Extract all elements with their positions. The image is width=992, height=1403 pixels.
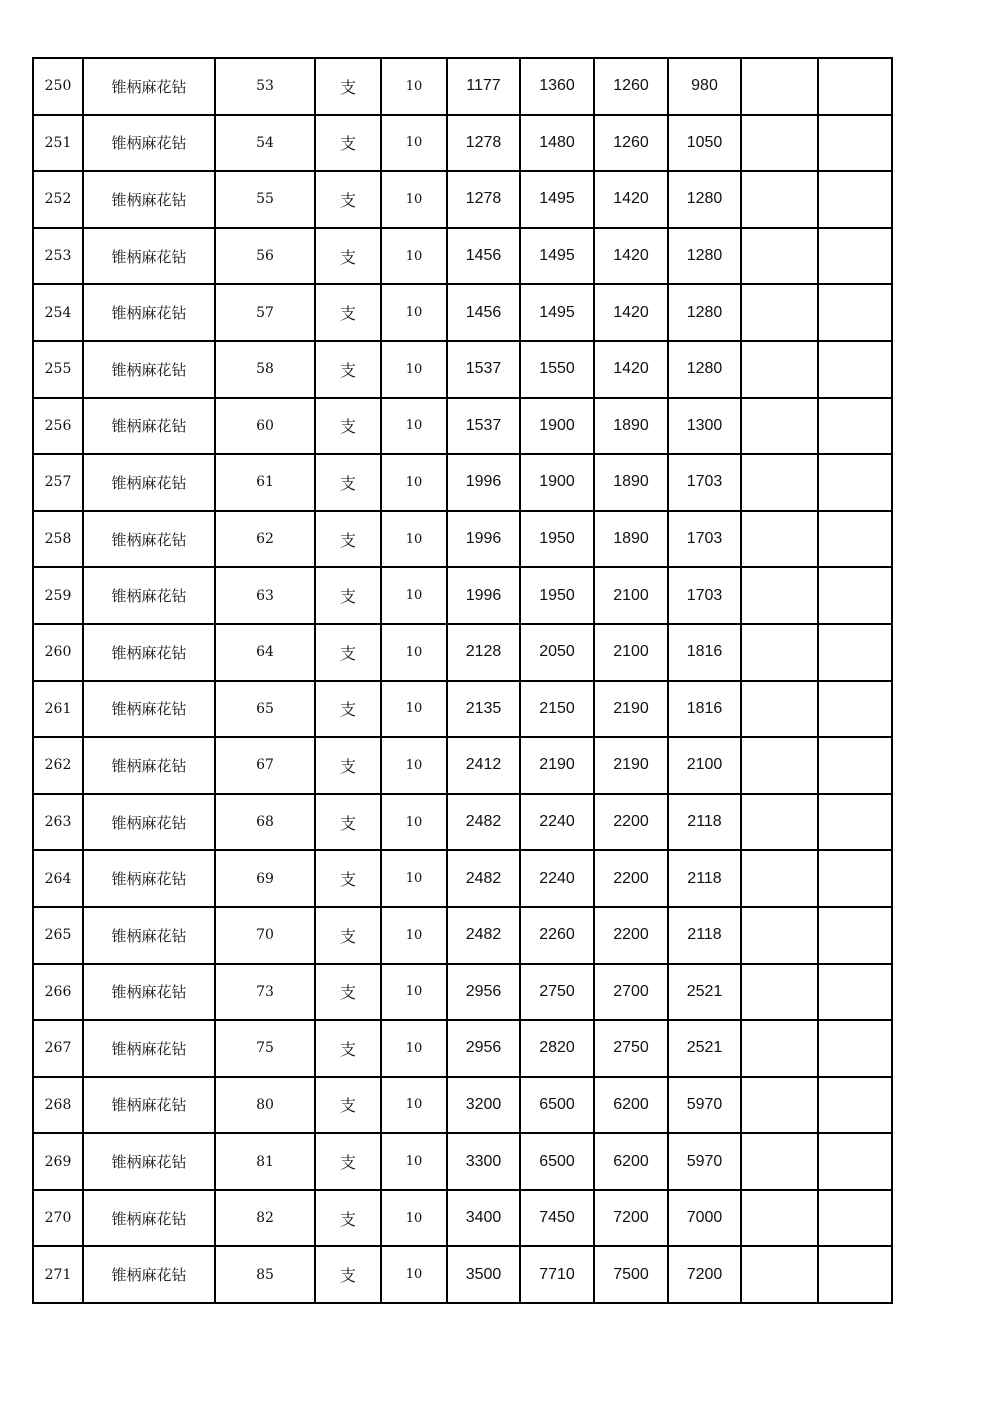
price-1-cell: 1537 <box>447 398 520 455</box>
price-3-cell: 6200 <box>594 1077 668 1134</box>
price-3-cell: 1420 <box>594 284 668 341</box>
quantity-cell: 10 <box>381 624 447 681</box>
quantity-cell: 10 <box>381 228 447 285</box>
table-row <box>33 228 892 285</box>
unit-cell: 支 <box>315 737 381 794</box>
blank-cell-1 <box>741 1020 818 1077</box>
price-1-cell: 2128 <box>447 624 520 681</box>
price-4-cell: 1703 <box>668 511 741 568</box>
price-3-cell: 6200 <box>594 1133 668 1190</box>
price-1-cell: 1177 <box>447 58 520 115</box>
price-2-cell: 1950 <box>520 511 594 568</box>
row-number-cell: 269 <box>33 1133 83 1190</box>
unit-cell: 支 <box>315 624 381 681</box>
row-number-cell: 257 <box>33 454 83 511</box>
quantity-cell: 10 <box>381 964 447 1021</box>
price-3-cell: 2100 <box>594 624 668 681</box>
blank-cell-2 <box>818 398 892 455</box>
price-1-cell: 3300 <box>447 1133 520 1190</box>
quantity-cell: 10 <box>381 794 447 851</box>
table-row <box>33 794 892 851</box>
spec-cell: 63 <box>215 567 315 624</box>
product-name-cell: 锥柄麻花钻 <box>83 115 215 172</box>
blank-cell-1 <box>741 511 818 568</box>
table-row <box>33 1246 892 1303</box>
table-row <box>33 624 892 681</box>
price-4-cell: 2100 <box>668 737 741 794</box>
price-1-cell: 2482 <box>447 794 520 851</box>
unit-cell: 支 <box>315 1077 381 1134</box>
price-3-cell: 1420 <box>594 228 668 285</box>
blank-cell-1 <box>741 228 818 285</box>
price-2-cell: 1360 <box>520 58 594 115</box>
unit-cell: 支 <box>315 1020 381 1077</box>
blank-cell-2 <box>818 850 892 907</box>
blank-cell-2 <box>818 58 892 115</box>
quantity-cell: 10 <box>381 681 447 738</box>
spec-cell: 53 <box>215 58 315 115</box>
quantity-cell: 10 <box>381 737 447 794</box>
quantity-cell: 10 <box>381 1133 447 1190</box>
row-number-cell: 271 <box>33 1246 83 1303</box>
blank-cell-2 <box>818 115 892 172</box>
price-2-cell: 6500 <box>520 1077 594 1134</box>
price-4-cell: 1816 <box>668 624 741 681</box>
unit-cell: 支 <box>315 794 381 851</box>
product-name-cell: 锥柄麻花钻 <box>83 171 215 228</box>
quantity-cell: 10 <box>381 58 447 115</box>
blank-cell-2 <box>818 171 892 228</box>
product-name-cell: 锥柄麻花钻 <box>83 1020 215 1077</box>
unit-cell: 支 <box>315 850 381 907</box>
blank-cell-2 <box>818 1246 892 1303</box>
blank-cell-1 <box>741 624 818 681</box>
price-1-cell: 3400 <box>447 1190 520 1247</box>
price-3-cell: 2200 <box>594 794 668 851</box>
price-3-cell: 2190 <box>594 681 668 738</box>
price-2-cell: 7450 <box>520 1190 594 1247</box>
table-row <box>33 284 892 341</box>
row-number-cell: 265 <box>33 907 83 964</box>
price-2-cell: 2240 <box>520 850 594 907</box>
blank-cell-1 <box>741 794 818 851</box>
price-4-cell: 2521 <box>668 1020 741 1077</box>
price-1-cell: 1996 <box>447 567 520 624</box>
price-3-cell: 1260 <box>594 58 668 115</box>
price-2-cell: 1480 <box>520 115 594 172</box>
table-row <box>33 907 892 964</box>
spec-cell: 67 <box>215 737 315 794</box>
spec-cell: 58 <box>215 341 315 398</box>
row-number-cell: 255 <box>33 341 83 398</box>
price-4-cell: 1703 <box>668 454 741 511</box>
blank-cell-2 <box>818 1190 892 1247</box>
quantity-cell: 10 <box>381 171 447 228</box>
price-4-cell: 1280 <box>668 228 741 285</box>
price-4-cell: 5970 <box>668 1077 741 1134</box>
table-row <box>33 964 892 1021</box>
row-number-cell: 270 <box>33 1190 83 1247</box>
product-name-cell: 锥柄麻花钻 <box>83 454 215 511</box>
unit-cell: 支 <box>315 398 381 455</box>
price-2-cell: 1495 <box>520 284 594 341</box>
price-1-cell: 1456 <box>447 284 520 341</box>
table-row <box>33 398 892 455</box>
price-4-cell: 980 <box>668 58 741 115</box>
product-name-cell: 锥柄麻花钻 <box>83 58 215 115</box>
blank-cell-1 <box>741 964 818 1021</box>
blank-cell-2 <box>818 1020 892 1077</box>
table-row <box>33 454 892 511</box>
quantity-cell: 10 <box>381 850 447 907</box>
unit-cell: 支 <box>315 907 381 964</box>
product-name-cell: 锥柄麻花钻 <box>83 228 215 285</box>
price-1-cell: 2412 <box>447 737 520 794</box>
table-body <box>33 58 892 1303</box>
price-1-cell: 2956 <box>447 964 520 1021</box>
price-2-cell: 2820 <box>520 1020 594 1077</box>
price-4-cell: 1280 <box>668 284 741 341</box>
row-number-cell: 259 <box>33 567 83 624</box>
row-number-cell: 260 <box>33 624 83 681</box>
price-3-cell: 7500 <box>594 1246 668 1303</box>
row-number-cell: 258 <box>33 511 83 568</box>
price-4-cell: 7000 <box>668 1190 741 1247</box>
price-4-cell: 2118 <box>668 907 741 964</box>
product-name-cell: 锥柄麻花钻 <box>83 1190 215 1247</box>
quantity-cell: 10 <box>381 1246 447 1303</box>
table-row <box>33 737 892 794</box>
quantity-cell: 10 <box>381 284 447 341</box>
row-number-cell: 254 <box>33 284 83 341</box>
quantity-cell: 10 <box>381 567 447 624</box>
product-name-cell: 锥柄麻花钻 <box>83 511 215 568</box>
price-3-cell: 2200 <box>594 907 668 964</box>
blank-cell-1 <box>741 454 818 511</box>
blank-cell-2 <box>818 964 892 1021</box>
price-2-cell: 7710 <box>520 1246 594 1303</box>
row-number-cell: 251 <box>33 115 83 172</box>
blank-cell-1 <box>741 907 818 964</box>
spec-cell: 61 <box>215 454 315 511</box>
spec-cell: 64 <box>215 624 315 681</box>
row-number-cell: 253 <box>33 228 83 285</box>
price-3-cell: 1420 <box>594 171 668 228</box>
quantity-cell: 10 <box>381 1190 447 1247</box>
product-name-cell: 锥柄麻花钻 <box>83 794 215 851</box>
table-row <box>33 341 892 398</box>
unit-cell: 支 <box>315 115 381 172</box>
price-1-cell: 1537 <box>447 341 520 398</box>
table-row <box>33 681 892 738</box>
price-4-cell: 7200 <box>668 1246 741 1303</box>
price-2-cell: 1900 <box>520 454 594 511</box>
price-2-cell: 6500 <box>520 1133 594 1190</box>
product-name-cell: 锥柄麻花钻 <box>83 907 215 964</box>
spec-cell: 55 <box>215 171 315 228</box>
price-1-cell: 1456 <box>447 228 520 285</box>
price-4-cell: 1816 <box>668 681 741 738</box>
blank-cell-1 <box>741 681 818 738</box>
quantity-cell: 10 <box>381 341 447 398</box>
price-3-cell: 1890 <box>594 511 668 568</box>
price-4-cell: 2118 <box>668 794 741 851</box>
price-1-cell: 2482 <box>447 850 520 907</box>
price-1-cell: 3200 <box>447 1077 520 1134</box>
price-1-cell: 1278 <box>447 171 520 228</box>
spec-cell: 68 <box>215 794 315 851</box>
blank-cell-1 <box>741 171 818 228</box>
price-2-cell: 1495 <box>520 171 594 228</box>
blank-cell-1 <box>741 398 818 455</box>
blank-cell-2 <box>818 737 892 794</box>
unit-cell: 支 <box>315 58 381 115</box>
product-name-cell: 锥柄麻花钻 <box>83 964 215 1021</box>
spec-cell: 80 <box>215 1077 315 1134</box>
blank-cell-1 <box>741 737 818 794</box>
product-name-cell: 锥柄麻花钻 <box>83 398 215 455</box>
price-3-cell: 2700 <box>594 964 668 1021</box>
price-1-cell: 3500 <box>447 1246 520 1303</box>
blank-cell-2 <box>818 228 892 285</box>
table-row <box>33 1077 892 1134</box>
unit-cell: 支 <box>315 1190 381 1247</box>
blank-cell-2 <box>818 794 892 851</box>
blank-cell-1 <box>741 1133 818 1190</box>
price-4-cell: 1050 <box>668 115 741 172</box>
unit-cell: 支 <box>315 454 381 511</box>
blank-cell-2 <box>818 681 892 738</box>
unit-cell: 支 <box>315 511 381 568</box>
blank-cell-2 <box>818 567 892 624</box>
row-number-cell: 263 <box>33 794 83 851</box>
unit-cell: 支 <box>315 284 381 341</box>
price-3-cell: 1890 <box>594 454 668 511</box>
spec-cell: 81 <box>215 1133 315 1190</box>
table-row <box>33 850 892 907</box>
price-4-cell: 5970 <box>668 1133 741 1190</box>
blank-cell-1 <box>741 284 818 341</box>
blank-cell-2 <box>818 624 892 681</box>
price-2-cell: 2150 <box>520 681 594 738</box>
blank-cell-1 <box>741 1190 818 1247</box>
quantity-cell: 10 <box>381 1020 447 1077</box>
spec-cell: 70 <box>215 907 315 964</box>
price-table <box>32 57 893 1304</box>
unit-cell: 支 <box>315 567 381 624</box>
blank-cell-2 <box>818 341 892 398</box>
row-number-cell: 252 <box>33 171 83 228</box>
unit-cell: 支 <box>315 1246 381 1303</box>
price-3-cell: 1420 <box>594 341 668 398</box>
blank-cell-2 <box>818 907 892 964</box>
price-2-cell: 2190 <box>520 737 594 794</box>
spec-cell: 57 <box>215 284 315 341</box>
price-3-cell: 2200 <box>594 850 668 907</box>
spec-cell: 73 <box>215 964 315 1021</box>
price-1-cell: 1996 <box>447 454 520 511</box>
product-name-cell: 锥柄麻花钻 <box>83 284 215 341</box>
row-number-cell: 262 <box>33 737 83 794</box>
spec-cell: 82 <box>215 1190 315 1247</box>
product-name-cell: 锥柄麻花钻 <box>83 624 215 681</box>
price-3-cell: 2100 <box>594 567 668 624</box>
price-2-cell: 1900 <box>520 398 594 455</box>
quantity-cell: 10 <box>381 1077 447 1134</box>
price-1-cell: 2482 <box>447 907 520 964</box>
product-name-cell: 锥柄麻花钻 <box>83 341 215 398</box>
blank-cell-2 <box>818 1077 892 1134</box>
price-3-cell: 2190 <box>594 737 668 794</box>
product-name-cell: 锥柄麻花钻 <box>83 1133 215 1190</box>
quantity-cell: 10 <box>381 398 447 455</box>
blank-cell-1 <box>741 115 818 172</box>
spec-cell: 65 <box>215 681 315 738</box>
table-row <box>33 58 892 115</box>
price-1-cell: 2956 <box>447 1020 520 1077</box>
quantity-cell: 10 <box>381 511 447 568</box>
blank-cell-2 <box>818 454 892 511</box>
blank-cell-2 <box>818 1133 892 1190</box>
price-4-cell: 2118 <box>668 850 741 907</box>
unit-cell: 支 <box>315 681 381 738</box>
unit-cell: 支 <box>315 1133 381 1190</box>
product-name-cell: 锥柄麻花钻 <box>83 850 215 907</box>
row-number-cell: 261 <box>33 681 83 738</box>
spec-cell: 85 <box>215 1246 315 1303</box>
spec-cell: 69 <box>215 850 315 907</box>
unit-cell: 支 <box>315 341 381 398</box>
spec-cell: 75 <box>215 1020 315 1077</box>
unit-cell: 支 <box>315 228 381 285</box>
price-4-cell: 1280 <box>668 341 741 398</box>
table-row <box>33 1190 892 1247</box>
row-number-cell: 250 <box>33 58 83 115</box>
quantity-cell: 10 <box>381 115 447 172</box>
product-name-cell: 锥柄麻花钻 <box>83 1077 215 1134</box>
table-row <box>33 115 892 172</box>
product-name-cell: 锥柄麻花钻 <box>83 1246 215 1303</box>
spec-cell: 60 <box>215 398 315 455</box>
price-3-cell: 1260 <box>594 115 668 172</box>
blank-cell-1 <box>741 567 818 624</box>
blank-cell-1 <box>741 1077 818 1134</box>
price-4-cell: 1703 <box>668 567 741 624</box>
price-4-cell: 1300 <box>668 398 741 455</box>
price-4-cell: 2521 <box>668 964 741 1021</box>
price-2-cell: 1950 <box>520 567 594 624</box>
unit-cell: 支 <box>315 964 381 1021</box>
row-number-cell: 266 <box>33 964 83 1021</box>
blank-cell-2 <box>818 284 892 341</box>
table-row <box>33 171 892 228</box>
price-2-cell: 2050 <box>520 624 594 681</box>
price-1-cell: 2135 <box>447 681 520 738</box>
spec-cell: 62 <box>215 511 315 568</box>
price-3-cell: 1890 <box>594 398 668 455</box>
blank-cell-2 <box>818 511 892 568</box>
price-1-cell: 1278 <box>447 115 520 172</box>
spec-cell: 54 <box>215 115 315 172</box>
price-1-cell: 1996 <box>447 511 520 568</box>
blank-cell-1 <box>741 58 818 115</box>
price-2-cell: 1495 <box>520 228 594 285</box>
price-3-cell: 2750 <box>594 1020 668 1077</box>
row-number-cell: 264 <box>33 850 83 907</box>
row-number-cell: 267 <box>33 1020 83 1077</box>
price-2-cell: 2750 <box>520 964 594 1021</box>
table-row <box>33 1020 892 1077</box>
spec-cell: 56 <box>215 228 315 285</box>
row-number-cell: 256 <box>33 398 83 455</box>
blank-cell-1 <box>741 850 818 907</box>
blank-cell-1 <box>741 341 818 398</box>
product-name-cell: 锥柄麻花钻 <box>83 737 215 794</box>
row-number-cell: 268 <box>33 1077 83 1134</box>
price-2-cell: 2240 <box>520 794 594 851</box>
table-row <box>33 567 892 624</box>
product-name-cell: 锥柄麻花钻 <box>83 567 215 624</box>
price-3-cell: 7200 <box>594 1190 668 1247</box>
price-4-cell: 1280 <box>668 171 741 228</box>
price-2-cell: 1550 <box>520 341 594 398</box>
price-2-cell: 2260 <box>520 907 594 964</box>
unit-cell: 支 <box>315 171 381 228</box>
table-row <box>33 1133 892 1190</box>
quantity-cell: 10 <box>381 907 447 964</box>
blank-cell-1 <box>741 1246 818 1303</box>
quantity-cell: 10 <box>381 454 447 511</box>
product-name-cell: 锥柄麻花钻 <box>83 681 215 738</box>
table-row <box>33 511 892 568</box>
